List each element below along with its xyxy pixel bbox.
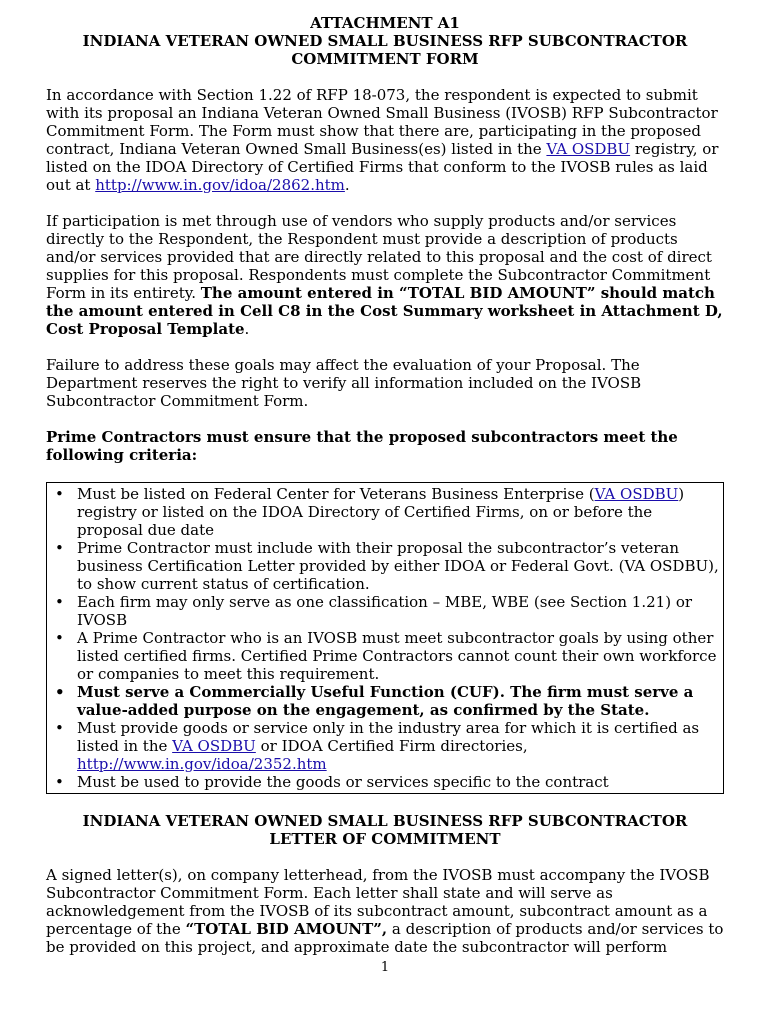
bullet-icon: •: [55, 629, 64, 647]
participation-text-b: .: [244, 320, 250, 338]
form-title-line1: INDIANA VETERAN OWNED SMALL BUSINESS RFP SUBCONTRACTOR: [82, 32, 688, 50]
participation-paragraph: [46, 212, 724, 338]
intro-paragraph: [46, 86, 724, 194]
idoa-2862-link[interactable]: http://www.in.gov/idoa/2862.htm: [95, 176, 345, 194]
criteria-heading: Prime Contractors must ensure that the proposed subcontractors meet the following criteria:: [46, 428, 678, 464]
letter-heading: [46, 812, 724, 848]
form-title-line2: COMMITMENT FORM: [291, 50, 479, 68]
page-number: 1: [380, 960, 390, 975]
letter-heading-line1: INDIANA VETERAN OWNED SMALL BUSINESS RFP SUBCONTRACTOR: [82, 812, 688, 830]
document-page: [46, 14, 724, 956]
bullet-icon: •: [55, 683, 65, 701]
criteria-item-cuf: • Must serve a Commercially Useful Function (CUF). The firm must serve a value-added purpose on the engagement, as confirmed by the State.: [55, 683, 694, 719]
criteria-item-certification-letter: • Prime Contractor must include with their proposal the subcontractor’s veteran business Certification Letter provided by either IDOA or Federal Govt. (VA OSDBU), to show current status of certification.: [55, 539, 719, 593]
participation-text-a: If participation is met through use of vendors who supply products and/or services directly to the Respondent, the Respondent must provide a description of products and/or services provided that are directly related to this proposal and the cost of direct supplies for this proposal. Respondents must complete the Subcontractor Commitment Form in its entirety.: [46, 212, 712, 302]
criteria-list: [51, 485, 719, 791]
va-osdbu-link[interactable]: VA OSDBU: [594, 485, 679, 503]
intro-text-c: .: [344, 176, 350, 194]
total-bid-amount-label: “TOTAL BID AMOUNT”,: [185, 920, 388, 938]
total-bid-amount-note: The amount entered in “TOTAL BID AMOUNT” should match the amount entered in Cell C8 in the Cost Summary worksheet in Attachment D, Cost Proposal Template: [46, 284, 723, 338]
bullet-icon: •: [55, 593, 64, 611]
letter-paragraph: A signed letter(s), on company letterhead, from the IVOSB must accompany the IVOSB Subcontractor Commitment Form. Each letter shall state and will serve as acknowledgement from the IVOSB of its subcontract amount, subcontract amount as a percentage of the “TOTAL BID AMOUNT”, a description of products and/or services to be provided on this project, and approximate date the subcontractor will perform: [46, 866, 724, 956]
criteria-item-classification: • Each firm may only serve as one classification – MBE, WBE (see Section 1.21) or IVOSB: [55, 593, 693, 629]
va-osdbu-link[interactable]: VA OSDBU: [546, 140, 631, 158]
attachment-title: ATTACHMENT A1: [310, 14, 460, 32]
failure-paragraph: Failure to address these goals may affect the evaluation of your Proposal. The Department reserves the right to verify all information included on the IVOSB Subcontractor Commitment Form.: [46, 356, 642, 410]
bullet-icon: •: [55, 719, 64, 737]
document-header: [46, 14, 724, 68]
intro-text-b: registry, or listed on the IDOA Directory of Certified Firms that conform to the IVOSB rules as laid out at: [46, 140, 719, 194]
bullet-icon: •: [55, 773, 64, 791]
bullet-icon: •: [55, 485, 64, 503]
bullet-icon: •: [55, 539, 64, 557]
va-osdbu-link[interactable]: VA OSDBU: [172, 737, 256, 755]
criteria-item-industry-area: • Must provide goods or service only in the industry area for which it is certified as listed in the VA OSDBU or IDOA Certified Firm directories, http://www.in.gov/idoa/2352.htm: [55, 719, 700, 773]
criteria-box: [46, 482, 724, 794]
idoa-2352-link[interactable]: http://www.in.gov/idoa/2352.htm: [77, 755, 327, 773]
criteria-item-prime-contractor: • A Prime Contractor who is an IVOSB must meet subcontractor goals by using other listed certified firms. Certified Prime Contractors cannot count their own workforce or companies to meet this requirement.: [55, 629, 717, 683]
letter-heading-line2: LETTER OF COMMITMENT: [269, 830, 501, 848]
intro-text-a: In accordance with Section 1.22 of RFP 18-073, the respondent is expected to submit with its proposal an Indiana Veteran Owned Small Business (IVOSB) RFP Subcontractor Commitment Form. The Form must show that there are, participating in the proposed contract, Indiana Veteran Owned Small Business(es) listed in the: [46, 86, 718, 158]
criteria-item-goods-services: • Must be used to provide the goods or services specific to the contract: [55, 773, 609, 791]
criteria-item-listed: • Must be listed on Federal Center for Veterans Business Enterprise (VA OSDBU) registry or listed on the IDOA Directory of Certified Firms, on or before the proposal due date: [55, 485, 685, 539]
